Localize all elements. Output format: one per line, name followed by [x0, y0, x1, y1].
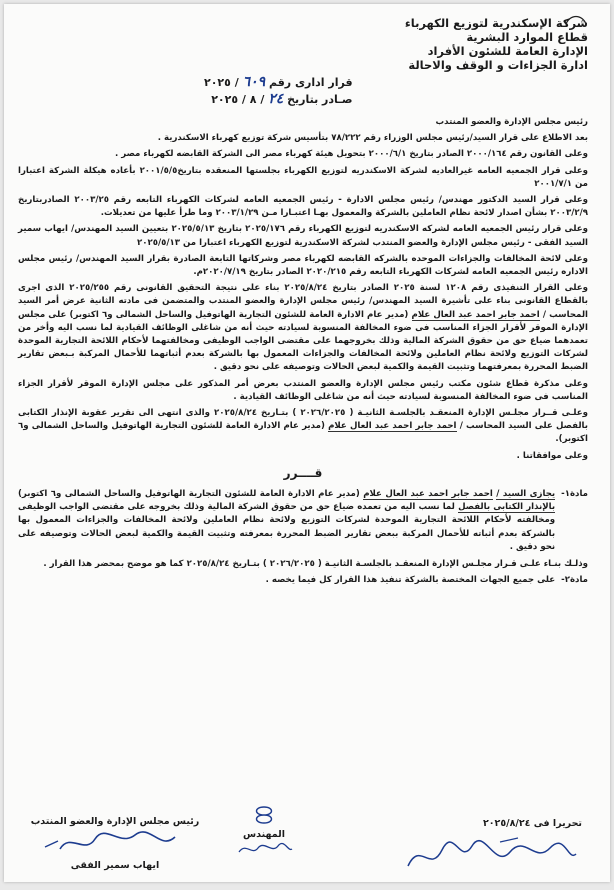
article-2	[18, 574, 588, 587]
chairman-title: رئيس مجلس الإدارة والعضو المنتدب	[30, 816, 200, 827]
article-text: على جميع الجهات المختصة بالشركة تنفيذ هذا القرار كل فيما يخصه .	[265, 575, 556, 586]
preamble-paragraph-board	[18, 407, 588, 447]
engineer-initial-icon	[244, 804, 284, 826]
decision-date-rest: / ٨ / ٢٠٢٥	[211, 93, 265, 106]
preamble-paragraph: وعلى القانون رقم ٢٠٠٠/١٦٤ الصادر بتاريخ ٢٠٠٠/٦/١ بتحويل هيئة كهرباء مصر الى الشركة القابضه لكهرباء مصر .	[114, 149, 588, 160]
decision-number-label: قرار ادارى رقم	[268, 76, 353, 89]
preamble-paragraph: وعلى مذكرة قطاع شئون مكتب رئيس مجلس الإدارة والعضو المنتدب بعرض أمر المذكور على مجلس الإدارة الموقر لأقرار الجزاء المناسب فى ضوء المخالفة المنسوبة لسيادته حيث أنه من شاغلى الوظائف القيادية .	[18, 378, 588, 402]
decision-number-block	[204, 74, 353, 108]
org-line-company: شركة الإسكندرية لتوزيع الكهرباء	[404, 16, 588, 30]
preamble-paragraph: وعلى لائحة المخالفات والجزاءات الموحده بالشركه القابضه لكهرباء مصر وشركاتها التابعة الصادرة بقرار السيد المهندس/ رئيس مجلس الاداره رئيس الجمعيه العامه لشركات الكهرباء التابعه رقم ٢٠٢٠/٢١٥ الصادر بتاريخ ٢٠٢٠/٧/١٩م.	[18, 253, 588, 278]
org-line-admin: الإدارة العامة للشئون الأفراد	[427, 44, 588, 58]
article-1	[18, 488, 588, 554]
decision-number: ٦٠٩	[242, 74, 266, 90]
article-label: مادة٢-	[561, 575, 588, 586]
closing-paragraph: وذلـك بنـاء علـى قـرار مجلـس الإدارة المنعقـد بالجلسـة الثانيـة ( ٢٠٢٦/٢٠٢٥ ) بتـاريخ ٢٠٢٥/٨/٢٤ كما هو موضح بمحضر هذا القرار .	[43, 559, 588, 570]
employee-name: احمد جابر احمد عبد العال علام	[411, 309, 540, 320]
decision-document	[4, 4, 610, 882]
decision-number-line	[204, 74, 353, 91]
corner-mark-icon	[562, 10, 590, 38]
organization-header	[405, 16, 588, 72]
decision-date-line	[204, 91, 353, 108]
article-text-part: (مدير عام الادارة العامة للشئون التجارية الهاتوفيل والساحل الشمالى و٦ اكتوبر)	[18, 489, 360, 500]
chairman-signature-icon	[40, 827, 190, 857]
paragraph-text: (مدير عام الادارة العامة للشئون التجارية الهاتوفيل والساحل الشمالى و٦ اكتوبر) على مجلس الإدارة الموقر لأقرار الجزاء المناسب فى ضوء المخالفة المنسوبة لسيادته حيث أنه من شاغلى الوظائف القيادية لما نسب اليه وأخر من تعمدهما ضياع حق من حقوق الشركة المالية وذلك بخروجهما على مقتضى الواجب الوظيفى ومخالفتهما لأحكام اللائحة التجارية الموحدة لشركات التوزيع ولائحة نظام العاملين ولائحة المخالفات والجزاءات المعمول بها بالشركة بعدم أثباتهما للأحمال المركبة بـبعض تقارير الضبط المحررة بمعرفتهما وتثبيت القيمة والكمية لبعض الحالات وتوصيفه على نحو دقيق .	[18, 309, 588, 373]
paragraph-text: وعلـى قــرار مجلـس الإدارة المنعقـد بالجلسـة الثانيـة ( ٢٠٢٦/٢٠٢٥ ) بتـاريخ ٢٠٢٥/٨/٢٤ والذى انتهى الى تقرير عقوبة الإنذار الكتابى بالفصل على السيد المحاسب /	[18, 408, 589, 432]
paragraph-text: (مدير عام الادارة العامة للشئون التجارية الهاتوفيل والساحل الشمالى و٦ اكتوبر).	[18, 421, 588, 445]
chairman-signature-block	[20, 816, 210, 871]
preamble-paragraph: وعلى قرار السيد الدكتور مهندس/ رئيس مجلس الادارة - رئيس الجمعيه العامه لشركات الكهرباء التابعه رقم ٢٠٠٣/٢٥ الصادربتاريخ ٢٠٠٣/٢/٩ بشأن اصدار لائحة نظام العاملين بالشركة والمعمول بهـا اعتبـارا مـن ٢٠٠٣/١/٢٩ وما طرأ عليها من تعديلات.	[18, 195, 588, 219]
penalty-text: بالإنذار الكتابى بالفصل	[458, 502, 556, 513]
addressee: رئيس مجلس الإدارة والعضو المنتدب	[435, 117, 588, 127]
written-date-label: تحريرا فى	[533, 818, 582, 829]
engineer-signature-block	[219, 804, 309, 861]
decision-date-day: ٢٤	[268, 91, 284, 107]
preamble-paragraph: وعلى قرار رئيس الجمعيه العامه لشركه الاسكندريه لتوزيع الكهرباء رقم ٢٠٢٥/١٧٦ بتاريخ ٢٠٢٥/٥/١٣ بتعيين السيد المهندس/ ايهاب سمير السيد الفقى - رئيس مجلس الإدارة والعضو المنتدب لشركة الاسكندرية لتوزيع الكهرباء اعتبارا من ٢٠٢٥/٥/١٣	[18, 224, 588, 248]
decision-number-year: / ٢٠٢٥	[204, 76, 239, 89]
preamble-paragraph: وعلى قرار الجمعيه العامه غيرالعاديه لشركة الاسكندريه لتوزيع الكهرباء بجلستها المنعقده بتاريخ٢٠٠١/٥/٥ بأعاده هيكلة الشركة اعتبارا من ٢٠٠١/٧/١	[18, 165, 588, 189]
decision-body	[18, 116, 588, 588]
article-text	[18, 488, 555, 554]
article-text-part: يجازى السيد /	[496, 489, 556, 500]
employee-name: احمد جابر احمد عبد العال علام	[328, 421, 457, 432]
preamble-paragraph: بعد الاطلاع على قرار السيد/رئيس مجلس الوزراء رقم ٧٨/٢٢٢ بتأسيس شركة توزيع كهرباء الاسكندرية .	[157, 133, 588, 144]
written-date	[483, 818, 582, 829]
engineer-signature-icon	[234, 840, 294, 858]
decree-heading: قــــرر	[283, 465, 323, 480]
handwritten-signature-icon	[400, 836, 580, 878]
chairman-name: ايهاب سمير الفقى	[70, 860, 160, 871]
decision-date-label: صـادر بتاريخ	[287, 93, 353, 106]
article-label: مادة١-	[561, 489, 588, 500]
engineer-label: المهندس	[243, 829, 285, 840]
preamble-paragraph-investigation	[18, 282, 588, 374]
org-line-sector: قطاع الموارد البشرية	[466, 30, 588, 44]
article-text-part: لما نسب اليه من تعمده ضياع حق من حقوق الشركة المالية وذلك بخروجه على مقتضى الواجب الوظيفى ومخالفته لأحكام اللائحة التجارية الموحدة لشركات التوزيع ولائحة نظام العاملين ولائحة المخالفات والجزاءات المعمول بها بالشركة بعدم أثباته للأحمال المركبة ببعض تقارير الضبط المحررة بمعرفته وتثبيت القيمة والكمية لبعض الحالات وتوصيفه على نحو دقيق .	[18, 502, 556, 552]
paragraph-text: وعلى القرار التنفيذى رقم ١٢٠٨ لسنة ٢٠٢٥ الصادر بتاريخ ٢٠٢٥/٨/٢٤ بناء على نتيجة التحقيق القانونى رقم ٢٠٢٥/٢٥٥ الذى اجرى بالقطاع القانونى بناء على تأشيرة السيد المهندس/ رئيس مجلس الإدارة والعضو المنتدب والمتضمن فى مادته الثانية عرض أمر السيد المحاسب /	[18, 283, 589, 320]
written-date-value: ٢٠٢٥/٨/٢٤	[482, 818, 531, 829]
employee-name: احمد جابر احمد عبد العال علام	[363, 489, 493, 500]
org-line-dept: ادارة الجزاءات و الوقف والاحالة	[408, 58, 588, 72]
preamble-paragraph: وعلى موافقاتنا .	[516, 450, 588, 461]
